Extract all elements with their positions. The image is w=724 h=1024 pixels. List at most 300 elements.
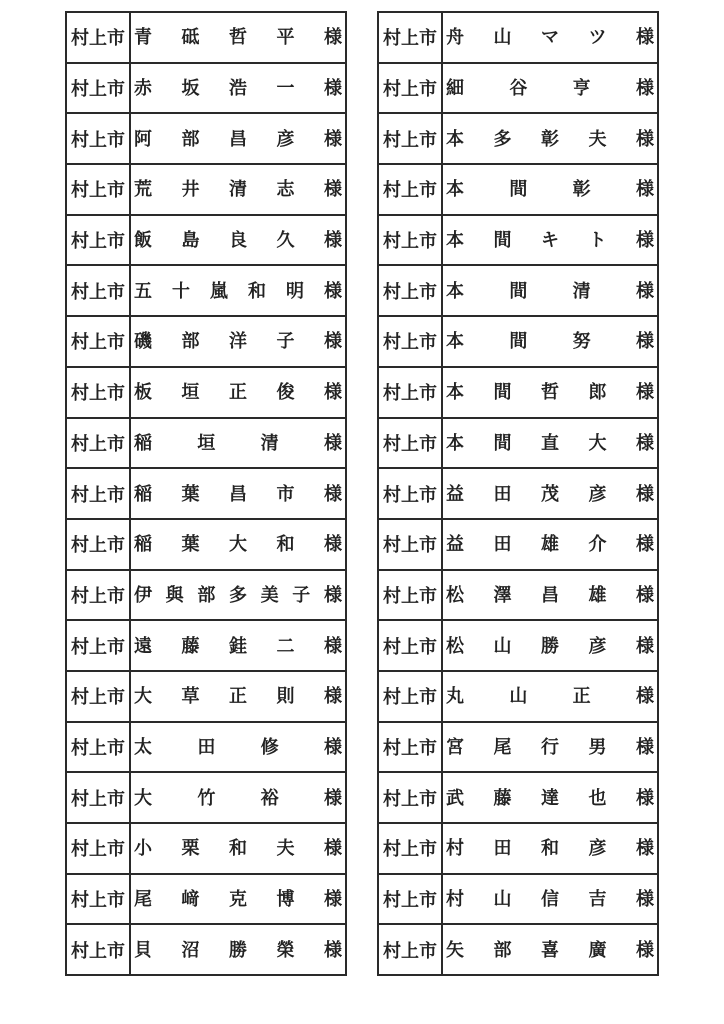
city-cell: 村上市 (379, 672, 443, 721)
name-char: 本 (446, 230, 464, 251)
name-char: 和 (276, 534, 295, 555)
city-cell: 村上市 (67, 520, 131, 569)
honorific-char: 様 (324, 331, 342, 352)
name-char: 栗 (181, 838, 200, 859)
name-char: 間 (509, 179, 528, 200)
name-char: 清 (229, 179, 247, 200)
name-char: 大 (588, 432, 607, 453)
recipient-name-cell (443, 419, 657, 468)
name-char: 舟 (446, 27, 464, 48)
name-char: ツ (588, 27, 607, 48)
name-char: 部 (197, 584, 216, 605)
city-cell: 村上市 (379, 216, 443, 265)
recipient-name-cell (443, 875, 657, 924)
name-char: 與 (165, 584, 184, 605)
table-row (67, 216, 345, 267)
name-char: 修 (260, 736, 279, 757)
name-char: 磯 (134, 331, 152, 352)
honorific-char: 様 (324, 27, 342, 48)
name-char: 子 (276, 331, 295, 352)
recipient-name-cell (443, 114, 657, 163)
honorific-char: 様 (635, 331, 654, 352)
honorific-char: 様 (636, 534, 654, 555)
name-char: 夫 (276, 838, 295, 859)
name-char: 夫 (588, 128, 607, 149)
name-char: 信 (541, 889, 559, 910)
name-char: 青 (134, 27, 152, 48)
name-char: 雄 (541, 534, 559, 555)
name-char: 遠 (134, 635, 152, 656)
honorific-char: 様 (324, 889, 342, 910)
name-char: 彰 (541, 128, 559, 149)
recipient-name-cell (443, 723, 657, 772)
city-cell: 村上市 (67, 114, 131, 163)
recipient-name-cell (131, 165, 345, 214)
name-char: 阿 (134, 128, 152, 149)
honorific-char: 様 (324, 382, 342, 403)
name-char: 昌 (541, 584, 559, 605)
name-char: 澤 (493, 584, 512, 605)
recipient-name-cell (443, 621, 657, 670)
name-char: 井 (181, 179, 200, 200)
recipient-name-cell (443, 266, 657, 315)
name-char: 尾 (493, 736, 512, 757)
honorific-char: 様 (635, 179, 654, 200)
table-row (67, 520, 345, 571)
recipient-name-cell (131, 368, 345, 417)
city-cell: 村上市 (379, 621, 443, 670)
table-row (67, 266, 345, 317)
honorific-char: 様 (636, 584, 654, 605)
name-char: 丸 (446, 686, 464, 707)
name-char: 田 (493, 838, 512, 859)
city-cell: 村上市 (379, 824, 443, 873)
table-row (379, 672, 657, 723)
table-row (379, 13, 657, 64)
table-row (379, 266, 657, 317)
city-cell: 村上市 (379, 266, 443, 315)
recipient-name-cell (443, 672, 657, 721)
name-char: 努 (572, 331, 591, 352)
table-row (379, 419, 657, 470)
recipient-name-cell (131, 875, 345, 924)
table-row (67, 114, 345, 165)
honorific-char: 様 (636, 889, 654, 910)
name-char: 正 (229, 382, 247, 403)
recipient-name-cell (131, 723, 345, 772)
recipient-name-cell (443, 64, 657, 113)
honorific-char: 様 (324, 534, 342, 555)
honorific-char: 様 (324, 128, 342, 149)
honorific-char: 様 (636, 432, 654, 453)
name-char: 市 (276, 483, 295, 504)
name-char: 間 (509, 280, 528, 301)
honorific-char: 様 (323, 584, 342, 605)
name-char: 山 (493, 635, 512, 656)
recipient-name-cell (131, 520, 345, 569)
city-cell: 村上市 (379, 571, 443, 620)
name-char: 村 (446, 838, 464, 859)
name-char: 本 (446, 432, 464, 453)
name-char: 明 (286, 280, 304, 301)
name-char: 伊 (134, 584, 152, 605)
city-cell: 村上市 (67, 165, 131, 214)
name-char: 松 (446, 635, 464, 656)
name-char: 榮 (276, 939, 295, 960)
name-char: 間 (493, 432, 512, 453)
name-char: 勝 (229, 939, 247, 960)
name-char: 良 (229, 230, 247, 251)
city-cell: 村上市 (67, 317, 131, 366)
name-char: 喜 (541, 939, 559, 960)
name-char: 多 (228, 584, 247, 605)
name-char: 垣 (197, 432, 216, 453)
city-cell: 村上市 (379, 317, 443, 366)
table-row (379, 571, 657, 622)
table-row (67, 723, 345, 774)
table-row (379, 469, 657, 520)
city-cell: 村上市 (67, 13, 131, 62)
name-char: 矢 (446, 939, 464, 960)
name-char: 吉 (588, 889, 607, 910)
name-char: 山 (493, 889, 512, 910)
name-char: 一 (276, 78, 295, 99)
city-cell: 村上市 (379, 773, 443, 822)
recipient-name-cell (443, 317, 657, 366)
recipient-table-right (377, 11, 659, 976)
city-cell: 村上市 (67, 875, 131, 924)
city-cell: 村上市 (379, 875, 443, 924)
honorific-char: 様 (635, 686, 654, 707)
name-char: 清 (572, 280, 591, 301)
name-char: 葉 (181, 483, 200, 504)
table-row (379, 114, 657, 165)
table-row (379, 723, 657, 774)
name-char: 島 (181, 230, 200, 251)
name-char: 竹 (197, 787, 216, 808)
table-row (379, 824, 657, 875)
table-row (67, 571, 345, 622)
name-char: 十 (172, 280, 190, 301)
name-char: 部 (493, 939, 512, 960)
recipient-name-cell (443, 368, 657, 417)
city-cell: 村上市 (379, 64, 443, 113)
recipient-name-cell (443, 773, 657, 822)
name-char: 部 (181, 331, 200, 352)
city-cell: 村上市 (67, 621, 131, 670)
table-row (379, 368, 657, 419)
table-row (379, 165, 657, 216)
name-char: 松 (446, 584, 464, 605)
city-cell: 村上市 (67, 571, 131, 620)
honorific-char: 様 (636, 382, 654, 403)
name-char: 草 (181, 686, 200, 707)
recipient-name-cell (443, 824, 657, 873)
name-char: 勝 (541, 635, 559, 656)
name-char: 宮 (446, 736, 464, 757)
name-char: 大 (134, 686, 152, 707)
name-char: 山 (509, 686, 528, 707)
city-cell: 村上市 (379, 520, 443, 569)
table-row (379, 925, 657, 974)
table-row (67, 368, 345, 419)
name-char: 本 (446, 280, 464, 301)
name-char: 益 (446, 483, 464, 504)
table-row (67, 64, 345, 115)
name-char: 行 (541, 736, 559, 757)
name-char: 﨑 (181, 889, 200, 910)
city-cell: 村上市 (67, 469, 131, 518)
name-char: 彰 (572, 179, 591, 200)
table-row (67, 621, 345, 672)
name-char: 浩 (229, 78, 247, 99)
name-char: 谷 (509, 78, 528, 99)
recipient-table-left (65, 11, 347, 976)
honorific-char: 様 (323, 787, 342, 808)
name-char: 博 (276, 889, 295, 910)
city-cell: 村上市 (67, 266, 131, 315)
recipient-name-cell (443, 165, 657, 214)
name-char: 直 (541, 432, 559, 453)
table-row (67, 875, 345, 926)
table-row (379, 520, 657, 571)
name-char: 荒 (134, 179, 152, 200)
table-row (67, 773, 345, 824)
name-char: 平 (276, 27, 295, 48)
name-char: 間 (493, 230, 512, 251)
honorific-char: 様 (323, 736, 342, 757)
name-char: 尾 (134, 889, 152, 910)
name-char: キ (541, 230, 559, 251)
table-row (67, 165, 345, 216)
city-cell: 村上市 (379, 469, 443, 518)
name-char: 武 (446, 787, 464, 808)
city-cell: 村上市 (67, 773, 131, 822)
honorific-char: 様 (324, 78, 342, 99)
city-cell: 村上市 (67, 672, 131, 721)
honorific-char: 様 (636, 838, 654, 859)
recipient-name-cell (443, 520, 657, 569)
table-row (379, 875, 657, 926)
honorific-char: 様 (324, 939, 342, 960)
table-row (67, 419, 345, 470)
name-char: 正 (229, 686, 247, 707)
name-char: 板 (134, 382, 152, 403)
honorific-char: 様 (635, 78, 654, 99)
city-cell: 村上市 (67, 64, 131, 113)
honorific-char: 様 (636, 230, 654, 251)
recipient-name-cell (443, 571, 657, 620)
name-char: 益 (446, 534, 464, 555)
name-char: 沼 (181, 939, 200, 960)
table-row (67, 317, 345, 368)
honorific-char: 様 (636, 128, 654, 149)
honorific-char: 様 (636, 27, 654, 48)
city-cell: 村上市 (67, 925, 131, 974)
recipient-name-cell (131, 824, 345, 873)
name-char: ト (588, 230, 607, 251)
name-char: 俊 (276, 382, 295, 403)
name-char: 五 (134, 280, 152, 301)
name-char: 稲 (134, 534, 152, 555)
table-row (67, 13, 345, 64)
name-char: 稲 (134, 432, 152, 453)
name-char: 稲 (134, 483, 152, 504)
name-char: 嵐 (210, 280, 228, 301)
name-char: 彦 (276, 128, 295, 149)
table-row (379, 773, 657, 824)
name-char: 彦 (588, 635, 607, 656)
name-char: 本 (446, 179, 464, 200)
name-char: 彦 (588, 483, 607, 504)
table-row (379, 64, 657, 115)
recipient-name-cell (131, 571, 345, 620)
city-cell: 村上市 (379, 368, 443, 417)
name-char: 和 (229, 838, 247, 859)
recipient-name-cell (131, 216, 345, 265)
name-char: 赤 (134, 78, 152, 99)
name-char: 志 (276, 179, 295, 200)
honorific-char: 様 (324, 179, 342, 200)
recipient-name-cell (131, 114, 345, 163)
name-char: 則 (276, 686, 295, 707)
name-char: 裕 (260, 787, 279, 808)
honorific-char: 様 (324, 280, 342, 301)
name-char: 二 (276, 635, 295, 656)
name-char: 亨 (572, 78, 591, 99)
name-char: 和 (541, 838, 559, 859)
name-char: 間 (509, 331, 528, 352)
table-row (67, 469, 345, 520)
recipient-name-cell (131, 266, 345, 315)
name-char: 茂 (541, 483, 559, 504)
recipient-name-cell (443, 216, 657, 265)
city-cell: 村上市 (379, 419, 443, 468)
name-char: 藤 (181, 635, 200, 656)
recipient-name-cell (131, 317, 345, 366)
name-char: 村 (446, 889, 464, 910)
city-cell: 村上市 (67, 368, 131, 417)
city-cell: 村上市 (379, 114, 443, 163)
name-char: 太 (134, 736, 152, 757)
honorific-char: 様 (636, 736, 654, 757)
name-char: 田 (197, 736, 216, 757)
name-char: 雄 (588, 584, 607, 605)
honorific-char: 様 (323, 432, 342, 453)
name-char: 清 (260, 432, 279, 453)
name-char: 正 (572, 686, 591, 707)
name-char: 和 (248, 280, 266, 301)
recipient-name-cell (443, 469, 657, 518)
name-char: 細 (446, 78, 464, 99)
recipient-name-cell (443, 13, 657, 62)
honorific-char: 様 (324, 686, 342, 707)
name-char: 本 (446, 128, 464, 149)
table-row (67, 672, 345, 723)
name-char: 坂 (181, 78, 200, 99)
recipient-name-cell (131, 13, 345, 62)
name-char: 田 (493, 483, 512, 504)
name-char: 山 (493, 27, 512, 48)
name-char: 本 (446, 382, 464, 403)
name-char: 藤 (493, 787, 512, 808)
name-char: 銈 (229, 635, 247, 656)
name-char: 砥 (181, 27, 200, 48)
name-char: 洋 (229, 331, 247, 352)
table-row (379, 317, 657, 368)
recipient-name-cell (131, 469, 345, 518)
honorific-char: 様 (324, 838, 342, 859)
name-char: 也 (588, 787, 607, 808)
table-row (379, 621, 657, 672)
city-cell: 村上市 (379, 13, 443, 62)
name-char: 大 (229, 534, 247, 555)
name-char: マ (541, 27, 559, 48)
honorific-char: 様 (636, 787, 654, 808)
city-cell: 村上市 (67, 723, 131, 772)
name-char: 男 (588, 736, 607, 757)
name-char: 郎 (588, 382, 607, 403)
name-char: 哲 (541, 382, 559, 403)
honorific-char: 様 (636, 939, 654, 960)
name-char: 昌 (229, 483, 247, 504)
recipient-name-cell (443, 925, 657, 974)
table-row (67, 824, 345, 875)
name-char: 本 (446, 331, 464, 352)
name-char: 彦 (588, 838, 607, 859)
name-char: 介 (588, 534, 607, 555)
name-char: 垣 (181, 382, 200, 403)
name-char: 廣 (588, 939, 607, 960)
name-char: 達 (541, 787, 559, 808)
honorific-char: 様 (324, 483, 342, 504)
name-char: 哲 (229, 27, 247, 48)
city-cell: 村上市 (67, 824, 131, 873)
honorific-char: 様 (635, 280, 654, 301)
name-char: 田 (493, 534, 512, 555)
city-cell: 村上市 (379, 165, 443, 214)
city-cell: 村上市 (379, 925, 443, 974)
name-char: 昌 (229, 128, 247, 149)
table-row (379, 216, 657, 267)
name-char: 貝 (134, 939, 152, 960)
recipient-name-cell (131, 419, 345, 468)
name-char: 葉 (181, 534, 200, 555)
name-char: 部 (181, 128, 200, 149)
name-char: 子 (292, 584, 311, 605)
table-row (67, 925, 345, 974)
name-char: 久 (276, 230, 295, 251)
name-char: 美 (260, 584, 279, 605)
name-char: 飯 (134, 230, 152, 251)
city-cell: 村上市 (379, 723, 443, 772)
honorific-char: 様 (636, 483, 654, 504)
name-char: 克 (229, 889, 247, 910)
city-cell: 村上市 (67, 216, 131, 265)
honorific-char: 様 (324, 635, 342, 656)
recipient-name-cell (131, 621, 345, 670)
honorific-char: 様 (636, 635, 654, 656)
name-char: 間 (493, 382, 512, 403)
recipient-name-cell (131, 925, 345, 974)
name-char: 多 (493, 128, 512, 149)
honorific-char: 様 (324, 230, 342, 251)
recipient-name-cell (131, 773, 345, 822)
name-char: 小 (134, 838, 152, 859)
recipient-name-cell (131, 672, 345, 721)
recipient-name-cell (131, 64, 345, 113)
name-char: 大 (134, 787, 152, 808)
